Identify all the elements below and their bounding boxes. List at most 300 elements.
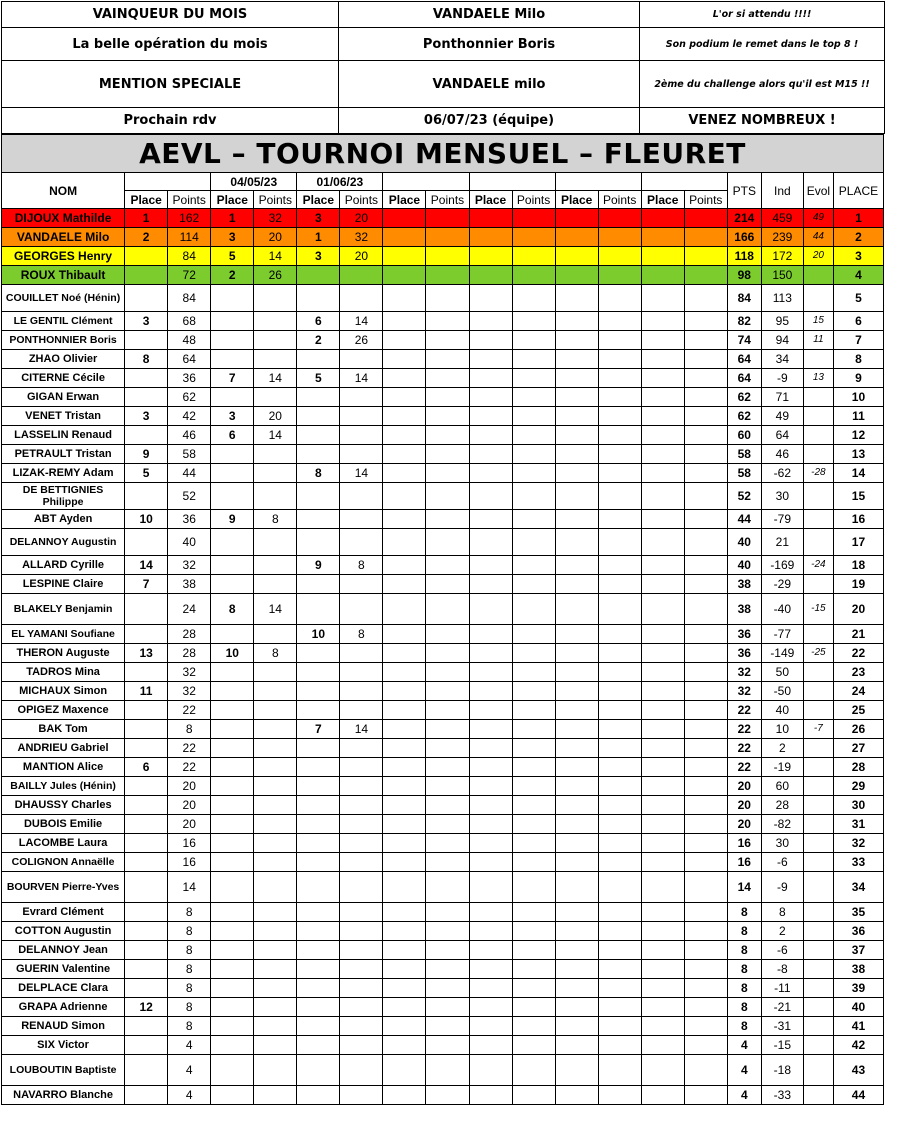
header-col-points: Points: [254, 191, 297, 209]
points-round-5: [512, 796, 555, 815]
fencer-name: GIGAN Erwan: [2, 388, 125, 407]
place-round-1: 1: [125, 209, 168, 228]
final-place: 17: [833, 529, 883, 556]
table-row: [2, 796, 884, 815]
final-place: 16: [833, 510, 883, 529]
fencer-name: BAK Tom: [2, 720, 125, 739]
place-round-6: [555, 815, 598, 834]
final-place: 24: [833, 682, 883, 701]
points-round-7: [684, 369, 727, 388]
final-place: 36: [833, 922, 883, 941]
place-round-3: [297, 853, 340, 872]
points-round-3: [340, 1017, 383, 1036]
place-round-5: [469, 815, 512, 834]
points-round-7: [684, 266, 727, 285]
points-round-5: [512, 483, 555, 510]
place-round-5: [469, 922, 512, 941]
header-col-place: Place: [555, 191, 598, 209]
evolution: [803, 483, 833, 510]
indicator: -11: [761, 979, 803, 998]
points-round-4: [426, 426, 469, 445]
points-round-3: 8: [340, 556, 383, 575]
points-round-2: [254, 739, 297, 758]
summary-row-next-meeting: [2, 108, 885, 134]
place-round-1: [125, 872, 168, 903]
points-round-5: [512, 529, 555, 556]
place-round-1: 14: [125, 556, 168, 575]
final-place: 26: [833, 720, 883, 739]
place-round-1: 11: [125, 682, 168, 701]
place-round-7: [641, 388, 684, 407]
points-round-6: [598, 285, 641, 312]
points-round-2: [254, 979, 297, 998]
points-round-3: [340, 853, 383, 872]
fencer-name: TADROS Mina: [2, 663, 125, 682]
points-round-1: 20: [168, 777, 211, 796]
points-round-6: [598, 483, 641, 510]
evolution: [803, 998, 833, 1017]
fencer-name: DELPLACE Clara: [2, 979, 125, 998]
place-round-7: [641, 758, 684, 777]
place-round-2: [211, 815, 254, 834]
points-round-4: [426, 209, 469, 228]
place-round-6: [555, 331, 598, 350]
table-row: [2, 529, 884, 556]
summary-comment: L'or si attendu !!!!: [640, 2, 885, 28]
place-round-6: [555, 941, 598, 960]
table-row: [2, 247, 884, 266]
indicator: 2: [761, 922, 803, 941]
place-round-3: [297, 796, 340, 815]
points-round-4: [426, 247, 469, 266]
place-round-3: [297, 922, 340, 941]
place-round-2: [211, 1036, 254, 1055]
points-round-7: [684, 407, 727, 426]
place-round-1: [125, 285, 168, 312]
points-round-1: 22: [168, 739, 211, 758]
points-round-2: 20: [254, 228, 297, 247]
place-round-2: [211, 979, 254, 998]
indicator: -62: [761, 464, 803, 483]
place-round-4: [383, 922, 426, 941]
points-round-4: [426, 941, 469, 960]
points-round-2: [254, 796, 297, 815]
points-round-6: [598, 701, 641, 720]
total-points: 22: [727, 720, 761, 739]
points-round-2: [254, 464, 297, 483]
points-round-2: 14: [254, 247, 297, 266]
place-round-7: [641, 777, 684, 796]
evolution: [803, 758, 833, 777]
summary-label: MENTION SPECIALE: [2, 61, 339, 108]
place-round-3: [297, 941, 340, 960]
place-round-7: [641, 483, 684, 510]
points-round-6: [598, 1017, 641, 1036]
place-round-5: [469, 464, 512, 483]
points-round-2: [254, 312, 297, 331]
place-round-4: [383, 941, 426, 960]
points-round-3: [340, 407, 383, 426]
indicator: -9: [761, 369, 803, 388]
place-round-1: [125, 529, 168, 556]
indicator: 50: [761, 663, 803, 682]
place-round-1: [125, 720, 168, 739]
points-round-5: [512, 209, 555, 228]
points-round-7: [684, 529, 727, 556]
points-round-1: 46: [168, 426, 211, 445]
place-round-7: [641, 701, 684, 720]
points-round-1: 16: [168, 853, 211, 872]
place-round-3: 6: [297, 312, 340, 331]
place-round-4: [383, 266, 426, 285]
total-points: 74: [727, 331, 761, 350]
total-points: 166: [727, 228, 761, 247]
points-round-4: [426, 998, 469, 1017]
header-col-points: Points: [426, 191, 469, 209]
evolution: 44: [803, 228, 833, 247]
place-round-3: [297, 998, 340, 1017]
points-round-6: [598, 464, 641, 483]
total-points: 20: [727, 815, 761, 834]
fencer-name: NAVARRO Blanche: [2, 1086, 125, 1105]
evolution: [803, 285, 833, 312]
points-round-3: [340, 998, 383, 1017]
summary-value: VANDAELE milo: [339, 61, 640, 108]
place-round-4: [383, 228, 426, 247]
place-round-5: [469, 388, 512, 407]
place-round-7: [641, 594, 684, 625]
final-place: 40: [833, 998, 883, 1017]
points-round-3: [340, 594, 383, 625]
place-round-3: [297, 575, 340, 594]
place-round-5: [469, 998, 512, 1017]
points-round-1: 44: [168, 464, 211, 483]
table-row: [2, 960, 884, 979]
place-round-7: [641, 1036, 684, 1055]
place-round-4: [383, 701, 426, 720]
points-round-2: [254, 625, 297, 644]
place-round-4: [383, 625, 426, 644]
points-round-2: [254, 682, 297, 701]
evolution: [803, 815, 833, 834]
place-round-7: [641, 960, 684, 979]
points-round-6: [598, 682, 641, 701]
points-round-3: [340, 815, 383, 834]
place-round-3: 8: [297, 464, 340, 483]
points-round-7: [684, 331, 727, 350]
ranking-table: [1, 172, 884, 1105]
points-round-4: [426, 331, 469, 350]
header-col-place: Place: [297, 191, 340, 209]
final-place: 25: [833, 701, 883, 720]
points-round-3: 8: [340, 625, 383, 644]
points-round-7: [684, 575, 727, 594]
place-round-3: [297, 1017, 340, 1036]
header-col-points: Points: [168, 191, 211, 209]
total-points: 38: [727, 575, 761, 594]
fencer-name: BLAKELY Benjamin: [2, 594, 125, 625]
place-round-6: [555, 594, 598, 625]
indicator: -33: [761, 1086, 803, 1105]
points-round-2: [254, 575, 297, 594]
place-round-2: [211, 575, 254, 594]
final-place: 2: [833, 228, 883, 247]
final-place: 21: [833, 625, 883, 644]
table-row: [2, 575, 884, 594]
total-points: 52: [727, 483, 761, 510]
summary-row-best-operation: [2, 28, 885, 61]
place-round-5: [469, 483, 512, 510]
indicator: 71: [761, 388, 803, 407]
place-round-1: [125, 1086, 168, 1105]
final-place: 44: [833, 1086, 883, 1105]
place-round-3: [297, 701, 340, 720]
points-round-5: [512, 663, 555, 682]
total-points: 44: [727, 510, 761, 529]
points-round-6: [598, 758, 641, 777]
final-place: 4: [833, 266, 883, 285]
place-round-2: [211, 464, 254, 483]
place-round-7: [641, 266, 684, 285]
evolution: -15: [803, 594, 833, 625]
place-round-1: [125, 701, 168, 720]
points-round-7: [684, 464, 727, 483]
place-round-4: [383, 369, 426, 388]
total-points: 84: [727, 285, 761, 312]
points-round-6: [598, 575, 641, 594]
points-round-1: 52: [168, 483, 211, 510]
table-row: [2, 941, 884, 960]
indicator: -29: [761, 575, 803, 594]
final-place: 22: [833, 644, 883, 663]
points-round-1: 14: [168, 872, 211, 903]
final-place: 9: [833, 369, 883, 388]
place-round-4: [383, 739, 426, 758]
fencer-name: VANDAELE Milo: [2, 228, 125, 247]
place-round-3: 10: [297, 625, 340, 644]
fencer-name: GEORGES Henry: [2, 247, 125, 266]
points-round-4: [426, 834, 469, 853]
fencer-name: OPIGEZ Maxence: [2, 701, 125, 720]
points-round-4: [426, 979, 469, 998]
place-round-7: [641, 941, 684, 960]
header-pts: PTS: [727, 173, 761, 209]
place-round-2: [211, 941, 254, 960]
place-round-7: [641, 872, 684, 903]
total-points: 62: [727, 407, 761, 426]
place-round-2: [211, 720, 254, 739]
place-round-5: [469, 510, 512, 529]
points-round-4: [426, 510, 469, 529]
points-round-5: [512, 1086, 555, 1105]
place-round-5: [469, 979, 512, 998]
points-round-7: [684, 872, 727, 903]
place-round-6: [555, 407, 598, 426]
table-row: [2, 1086, 884, 1105]
points-round-5: [512, 758, 555, 777]
header-col-place: Place: [469, 191, 512, 209]
fencer-name: ANDRIEU Gabriel: [2, 739, 125, 758]
points-round-6: [598, 1086, 641, 1105]
points-round-5: [512, 1017, 555, 1036]
place-round-1: 6: [125, 758, 168, 777]
place-round-4: [383, 594, 426, 625]
points-round-7: [684, 941, 727, 960]
place-round-1: [125, 663, 168, 682]
points-round-7: [684, 247, 727, 266]
points-round-1: 36: [168, 510, 211, 529]
place-round-7: [641, 228, 684, 247]
points-round-2: [254, 388, 297, 407]
header-col-place: Place: [125, 191, 168, 209]
evolution: 13: [803, 369, 833, 388]
points-round-1: 28: [168, 644, 211, 663]
final-place: 15: [833, 483, 883, 510]
place-round-1: [125, 247, 168, 266]
fencer-name: LIZAK-REMY Adam: [2, 464, 125, 483]
place-round-3: 3: [297, 209, 340, 228]
place-round-3: [297, 529, 340, 556]
points-round-2: [254, 1017, 297, 1036]
fencer-name: ROUX Thibault: [2, 266, 125, 285]
indicator: 10: [761, 720, 803, 739]
place-round-4: [383, 312, 426, 331]
total-points: 22: [727, 758, 761, 777]
place-round-5: [469, 777, 512, 796]
summary-comment: Son podium le remet dans le top 8 !: [640, 28, 885, 61]
fencer-name: ZHAO Olivier: [2, 350, 125, 369]
points-round-7: [684, 853, 727, 872]
place-round-7: [641, 739, 684, 758]
fencer-name: DE BETTIGNIES Philippe: [2, 483, 125, 510]
indicator: -19: [761, 758, 803, 777]
points-round-5: [512, 228, 555, 247]
points-round-1: 22: [168, 758, 211, 777]
fencer-name: LOUBOUTIN Baptiste: [2, 1055, 125, 1086]
place-round-6: [555, 510, 598, 529]
total-points: 60: [727, 426, 761, 445]
table-row: [2, 853, 884, 872]
points-round-6: [598, 853, 641, 872]
place-round-4: [383, 247, 426, 266]
evolution: [803, 903, 833, 922]
place-round-7: [641, 575, 684, 594]
indicator: -77: [761, 625, 803, 644]
header-ind: Ind: [761, 173, 803, 209]
final-place: 10: [833, 388, 883, 407]
place-round-5: [469, 266, 512, 285]
points-round-6: [598, 407, 641, 426]
summary-row-winner: [2, 2, 885, 28]
indicator: 459: [761, 209, 803, 228]
points-round-7: [684, 594, 727, 625]
place-round-7: [641, 331, 684, 350]
points-round-1: 62: [168, 388, 211, 407]
table-row: [2, 228, 884, 247]
points-round-7: [684, 625, 727, 644]
points-round-7: [684, 777, 727, 796]
place-round-3: [297, 979, 340, 998]
place-round-6: [555, 266, 598, 285]
place-round-1: 5: [125, 464, 168, 483]
place-round-7: [641, 350, 684, 369]
place-round-5: [469, 594, 512, 625]
place-round-1: 8: [125, 350, 168, 369]
points-round-4: [426, 1055, 469, 1086]
points-round-6: [598, 1055, 641, 1086]
place-round-2: 9: [211, 510, 254, 529]
points-round-3: [340, 701, 383, 720]
points-round-4: [426, 575, 469, 594]
indicator: 46: [761, 445, 803, 464]
place-round-2: [211, 682, 254, 701]
total-points: 22: [727, 739, 761, 758]
points-round-4: [426, 312, 469, 331]
points-round-7: [684, 445, 727, 464]
summary-label: VAINQUEUR DU MOIS: [2, 2, 339, 28]
indicator: 95: [761, 312, 803, 331]
final-place: 33: [833, 853, 883, 872]
total-points: 62: [727, 388, 761, 407]
fencer-name: THERON Auguste: [2, 644, 125, 663]
table-row: [2, 445, 884, 464]
points-round-6: [598, 247, 641, 266]
points-round-1: 162: [168, 209, 211, 228]
place-round-2: 6: [211, 426, 254, 445]
header-col-place: Place: [383, 191, 426, 209]
points-round-5: [512, 941, 555, 960]
indicator: -40: [761, 594, 803, 625]
evolution: [803, 388, 833, 407]
points-round-6: [598, 872, 641, 903]
points-round-5: [512, 369, 555, 388]
place-round-2: [211, 853, 254, 872]
place-round-7: [641, 285, 684, 312]
points-round-4: [426, 556, 469, 575]
points-round-1: 8: [168, 960, 211, 979]
place-round-2: 7: [211, 369, 254, 388]
place-round-3: [297, 777, 340, 796]
points-round-6: [598, 209, 641, 228]
total-points: 214: [727, 209, 761, 228]
points-round-3: [340, 777, 383, 796]
final-place: 32: [833, 834, 883, 853]
place-round-5: [469, 312, 512, 331]
points-round-3: [340, 529, 383, 556]
place-round-6: [555, 575, 598, 594]
table-row: [2, 510, 884, 529]
points-round-4: [426, 853, 469, 872]
evolution: [803, 529, 833, 556]
points-round-1: 8: [168, 979, 211, 998]
place-round-5: [469, 426, 512, 445]
points-round-4: [426, 285, 469, 312]
points-round-3: [340, 1055, 383, 1086]
place-round-7: [641, 922, 684, 941]
points-round-5: [512, 625, 555, 644]
evolution: [803, 701, 833, 720]
table-row: [2, 1017, 884, 1036]
points-round-4: [426, 594, 469, 625]
final-place: 37: [833, 941, 883, 960]
fencer-name: DUBOIS Emilie: [2, 815, 125, 834]
place-round-4: [383, 407, 426, 426]
place-round-2: [211, 529, 254, 556]
place-round-6: [555, 529, 598, 556]
place-round-7: [641, 247, 684, 266]
evolution: [803, 1055, 833, 1086]
place-round-6: [555, 777, 598, 796]
